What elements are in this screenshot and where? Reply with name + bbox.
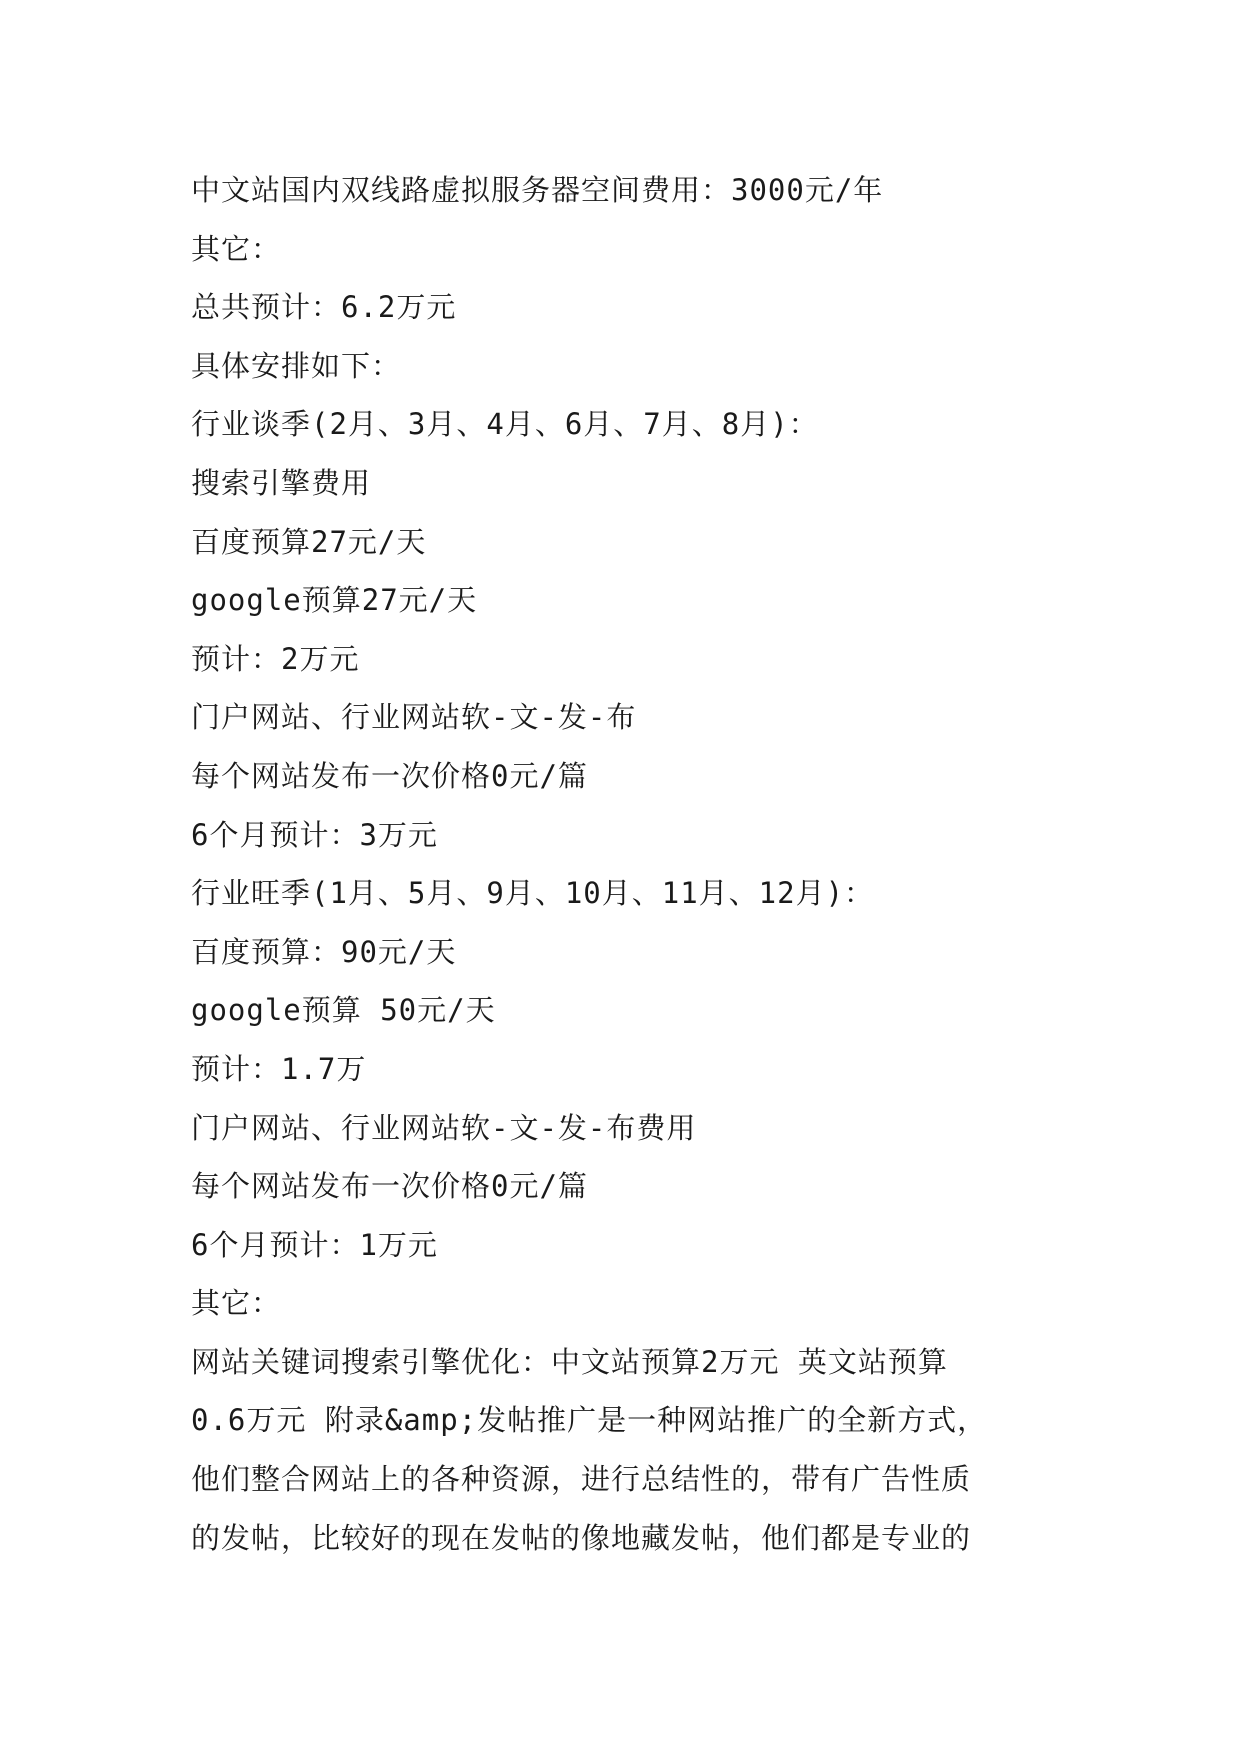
text-line: 具体安排如下：	[191, 348, 402, 383]
text-line: 百度预算：90元/天	[191, 934, 457, 969]
text-line: 6个月预计：1万元	[191, 1227, 438, 1262]
text-line: google预算 50元/天	[191, 993, 496, 1028]
document-body	[191, 161, 1061, 1567]
text-line: 其它：	[191, 1286, 282, 1321]
text-line: 预计：2万元	[191, 641, 360, 676]
text-line: 百度预算27元/天	[191, 524, 427, 559]
text-line: 6个月预计：3万元	[191, 817, 438, 852]
text-line: 预计：1.7万	[191, 1051, 367, 1086]
text-line: 行业旺季(1月、5月、9月、10月、11月、12月)：	[191, 876, 875, 911]
text-line: 每个网站发布一次价格0元/篇	[191, 758, 588, 793]
text-line: 门户网站、行业网站软-文-发-布费用	[191, 1110, 697, 1145]
text-line: 中文站国内双线路虚拟服务器空间费用：3000元/年	[191, 173, 884, 207]
text-line: google预算27元/天	[191, 583, 478, 618]
text-line: 每个网站发布一次价格0元/篇	[191, 1169, 588, 1204]
text-line: 他们整合网站上的各种资源，进行总结性的，带有广告性质	[191, 1462, 972, 1497]
text-line: 的发帖，比较好的现在发帖的像地藏发帖，他们都是专业的	[191, 1520, 972, 1555]
text-line: 搜索引擎费用	[191, 465, 372, 500]
text-line: 门户网站、行业网站软-文-发-布	[191, 700, 637, 735]
text-line: 0.6万元 附录&amp;发帖推广是一种网站推广的全新方式，	[191, 1403, 988, 1438]
text-line: 网站关键词搜索引擎优化：中文站预算2万元 英文站预算	[191, 1344, 948, 1379]
text-line: 其它：	[191, 231, 282, 266]
text-line: 行业谈季(2月、3月、4月、6月、7月、8月)：	[191, 407, 819, 442]
text-line: 总共预计：6.2万元	[191, 290, 457, 325]
